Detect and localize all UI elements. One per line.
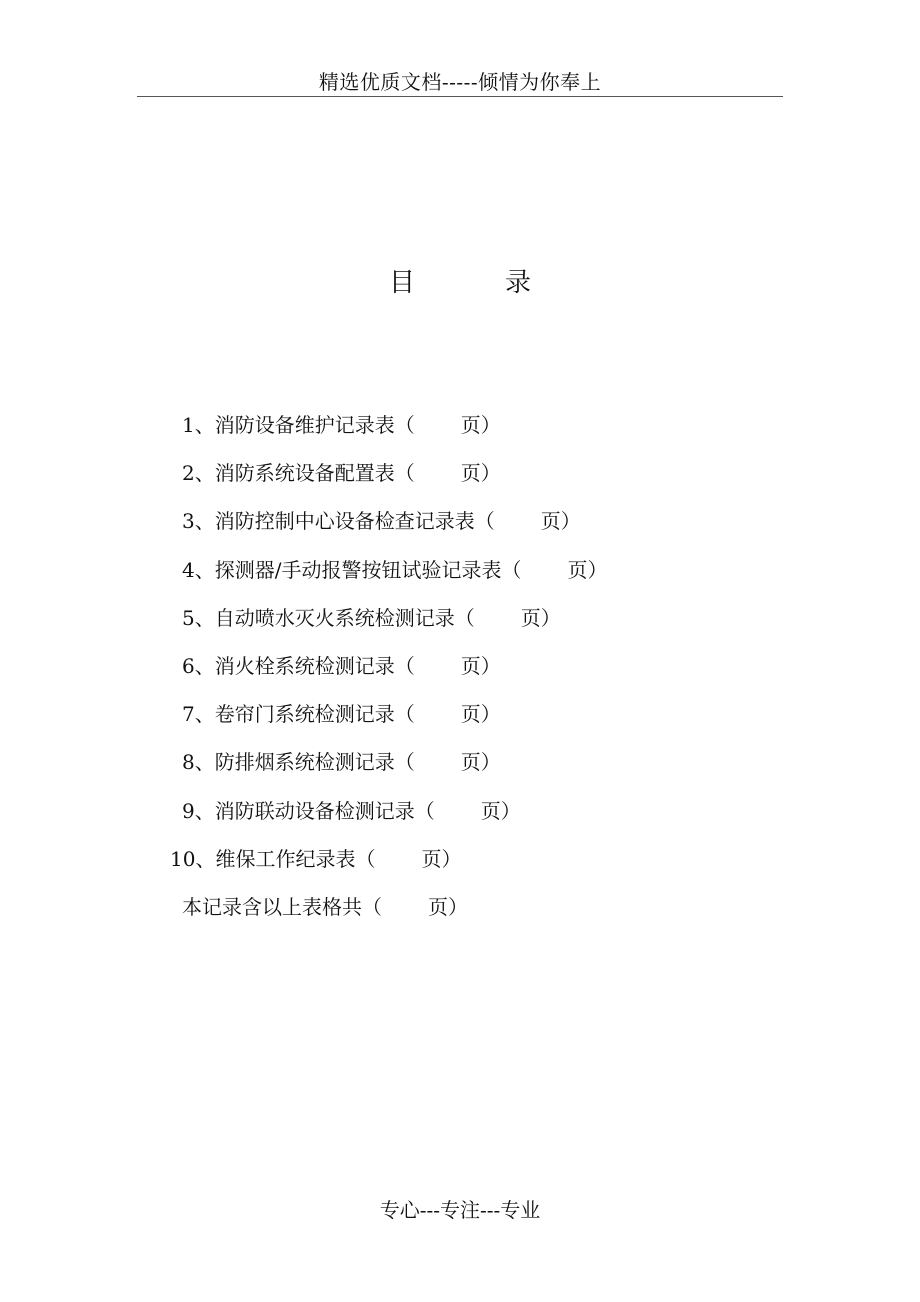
toc-item-label: 1、消防设备维护记录表（: [182, 413, 415, 437]
page-header: 精选优质文档-----倾情为你奉上: [318, 70, 602, 94]
toc-summary-suffix: 页）: [428, 894, 468, 919]
toc-item: [170, 841, 607, 889]
toc-item: [182, 696, 607, 744]
toc-item-label: 3、消防控制中心设备检查记录表（: [182, 509, 495, 534]
toc-item-label: 7、卷帘门系统检测记录（: [182, 702, 415, 727]
toc-item: [182, 552, 607, 600]
toc-item-suffix: 页）: [460, 750, 501, 775]
toc-item: [182, 600, 607, 648]
toc-item-label: 2、消防系统设备配置表（: [182, 461, 415, 486]
title-char-1: 目: [388, 268, 415, 298]
toc-item-label: 9、消防联动设备检测记录（: [182, 798, 435, 823]
toc-item-label: 4、探测器/手动报警按钮试验记录表（: [182, 557, 522, 582]
toc-item: [182, 407, 607, 455]
toc-item: [182, 455, 607, 503]
toc-item-suffix: 页）: [421, 846, 462, 871]
toc-item-suffix: 页）: [480, 798, 521, 823]
toc-item-suffix: 页）: [567, 557, 608, 582]
toc-item: [182, 793, 607, 841]
toc-item-label: 6、消火栓系统检测记录（: [182, 653, 415, 678]
toc-item: [182, 744, 607, 792]
page-footer: 专心---专注---专业: [379, 1198, 541, 1222]
toc-item-suffix: 页）: [460, 461, 501, 486]
table-of-contents: [170, 407, 608, 937]
toc-item-suffix: 页）: [460, 413, 501, 437]
toc-item-label: 8、防排烟系统检测记录（: [182, 750, 415, 775]
toc-item-suffix: 页）: [520, 605, 561, 630]
toc-item-suffix: 页）: [540, 509, 581, 534]
header-divider: [137, 96, 783, 97]
toc-item-suffix: 页）: [460, 653, 501, 678]
toc-item-suffix: 页）: [460, 702, 501, 727]
toc-item-label: 5、自动喷水灭火系统检测记录（: [182, 605, 475, 630]
page-title: [0, 262, 920, 299]
toc-item: [182, 503, 607, 551]
toc-item: [182, 648, 607, 696]
toc-summary: [182, 889, 607, 937]
title-char-2: 录: [505, 268, 532, 298]
toc-item-label: 10、维保工作纪录表（: [170, 846, 376, 871]
toc-summary-label: 本记录含以上表格共（: [182, 894, 382, 919]
